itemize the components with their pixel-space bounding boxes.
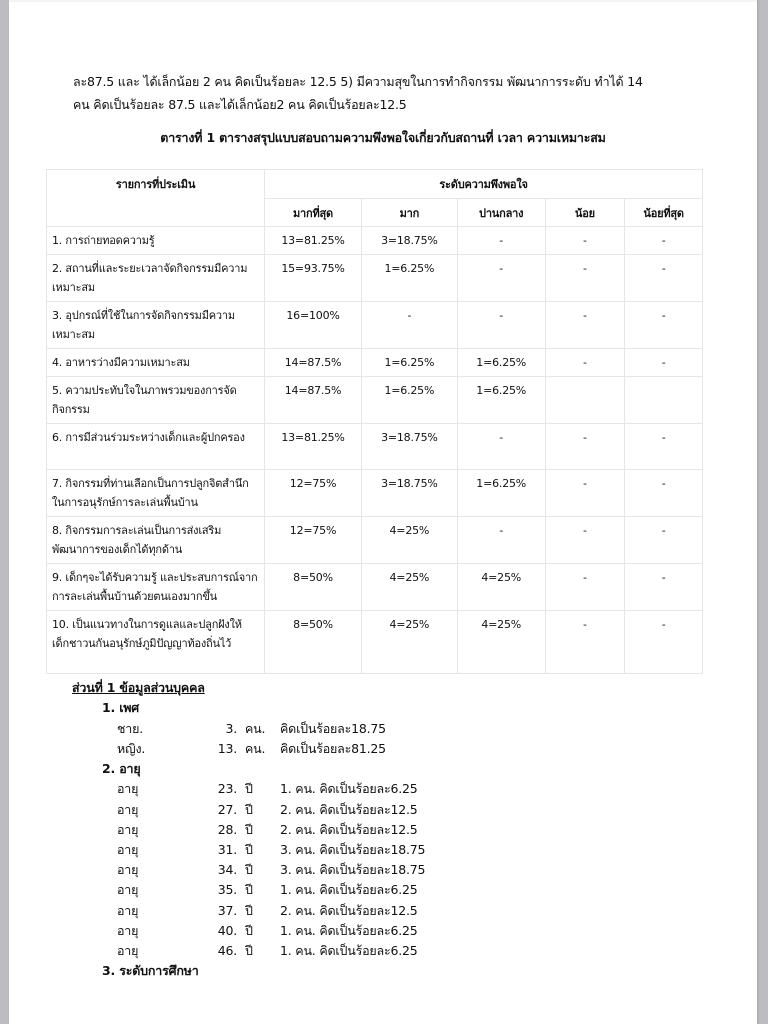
cell-lowest: -: [625, 349, 703, 377]
cell-highest: 12=75%: [265, 517, 362, 564]
cell-low: -: [545, 349, 625, 377]
table-row: [47, 255, 703, 302]
cell-medium: -: [457, 255, 545, 302]
age-label: อายุ: [117, 882, 139, 898]
header-level-medium: ปานกลาง: [457, 199, 545, 227]
cell-lowest: -: [625, 611, 703, 674]
cell-low: -: [545, 517, 625, 564]
cell-high: 4=25%: [361, 517, 457, 564]
gender-label: ชาย.: [117, 720, 144, 736]
intro-line-2: คน คิดเป็นร้อยละ 87.5 และได้เล็กน้อย2 คน คิดเป็นร้อยละ12.5: [73, 97, 407, 112]
cell-high: 1=6.25%: [361, 255, 457, 302]
age-label: อายุ: [117, 902, 139, 918]
age-label: อายุ: [117, 862, 139, 878]
gender-unit: คน.: [245, 720, 266, 736]
age-unit: ปี: [245, 943, 253, 959]
intro-paragraph: [73, 70, 713, 116]
age-label: อายุ: [117, 801, 139, 817]
cell-highest: 16=100%: [265, 302, 362, 349]
cell-highest: 12=75%: [265, 470, 362, 517]
cell-low: -: [545, 470, 625, 517]
age-percent: 2. คน. คิดเป็นร้อยละ12.5: [280, 801, 418, 817]
personal-info-section: [72, 678, 425, 982]
age-row: [117, 820, 425, 840]
cell-low: -: [545, 424, 625, 470]
cell-medium: 4=25%: [457, 611, 545, 674]
gender-percent: คิดเป็นร้อยละ18.75: [280, 720, 386, 736]
gender-percent: คิดเป็นร้อยละ81.25: [280, 740, 386, 756]
age-value: 28.: [217, 821, 237, 837]
age-label: อายุ: [117, 842, 139, 858]
cell-medium: 1=6.25%: [457, 470, 545, 517]
row-item: 10. เป็นแนวทางในการดูแลและปลูกฝังให้เด็กชาวนกันอนุรักษ์ภูมิปัญญาท้องถิ่นไว้: [47, 611, 265, 674]
age-percent: 1. คน. คิดเป็นร้อยละ6.25: [280, 943, 418, 959]
age-label: อายุ: [117, 781, 139, 797]
age-unit: ปี: [245, 882, 253, 898]
age-value: 34.: [217, 862, 237, 878]
age-row: [117, 860, 425, 880]
header-satisfaction-level: ระดับความพึงพอใจ: [265, 170, 703, 199]
cell-low: -: [545, 302, 625, 349]
age-value: 40.: [217, 922, 237, 938]
age-label: อายุ: [117, 922, 139, 938]
cell-high: 1=6.25%: [361, 377, 457, 424]
age-value: 23.: [217, 781, 237, 797]
cell-high: 3=18.75%: [361, 470, 457, 517]
age-unit: ปี: [245, 922, 253, 938]
age-unit: ปี: [245, 842, 253, 858]
age-unit: ปี: [245, 781, 253, 797]
age-value: 27.: [217, 801, 237, 817]
cell-medium: -: [457, 227, 545, 255]
satisfaction-table: [46, 169, 703, 674]
age-row: [117, 880, 425, 900]
cell-lowest: [625, 377, 703, 424]
age-row: [117, 800, 425, 820]
age-percent: 3. คน. คิดเป็นร้อยละ18.75: [280, 842, 426, 858]
row-item: 7. กิจกรรมที่ท่านเลือกเป็นการปลูกจิตสำนึกในการอนุรักษ์การละเล่นพื้นบ้าน: [47, 470, 265, 517]
table-row: [47, 377, 703, 424]
cell-highest: 14=87.5%: [265, 377, 362, 424]
age-row: [117, 941, 425, 961]
cell-high: -: [361, 302, 457, 349]
cell-lowest: -: [625, 255, 703, 302]
table-row: [47, 611, 703, 674]
cell-medium: -: [457, 424, 545, 470]
cell-highest: 8=50%: [265, 611, 362, 674]
age-percent: 3. คน. คิดเป็นร้อยละ18.75: [280, 862, 426, 878]
gender-unit: คน.: [245, 740, 266, 756]
age-percent: 1. คน. คิดเป็นร้อยละ6.25: [280, 781, 418, 797]
row-item: 8. กิจกรรมการละเล่นเป็นการส่งเสริมพัฒนาการของเด็กได้ทุกด้าน: [47, 517, 265, 564]
cell-high: 4=25%: [361, 564, 457, 611]
age-unit: ปี: [245, 821, 253, 837]
age-row: [117, 840, 425, 860]
cell-medium: -: [457, 517, 545, 564]
cell-high: 3=18.75%: [361, 424, 457, 470]
cell-highest: 13=81.25%: [265, 424, 362, 470]
row-item: 1. การถ่ายทอดความรู้: [47, 227, 265, 255]
cell-highest: 8=50%: [265, 564, 362, 611]
gender-count: 3.: [225, 720, 237, 736]
table-row: [47, 470, 703, 517]
cell-lowest: -: [625, 302, 703, 349]
cell-medium: 1=6.25%: [457, 349, 545, 377]
age-unit: ปี: [245, 862, 253, 878]
cell-low: -: [545, 255, 625, 302]
age-heading: 2. อายุ: [102, 760, 141, 776]
row-item: 2. สถานที่และระยะเวลาจัดกิจกรรมมีความเหมาะสม: [47, 255, 265, 302]
gender-label: หญิง.: [117, 740, 146, 756]
cell-lowest: -: [625, 517, 703, 564]
table-row: [47, 517, 703, 564]
cell-medium: 4=25%: [457, 564, 545, 611]
cell-highest: 14=87.5%: [265, 349, 362, 377]
header-item: รายการที่ประเมิน: [47, 170, 265, 227]
cell-lowest: -: [625, 227, 703, 255]
cell-low: -: [545, 611, 625, 674]
intro-line-1: ละ87.5 และ ได้เล็กน้อย 2 คน คิดเป็นร้อยละ 12.5 5) มีความสุขในการทำกิจกรรม พัฒนาการระดับ ทำได้ 14: [73, 74, 643, 89]
gender-row: [117, 719, 425, 739]
age-label: อายุ: [117, 943, 139, 959]
cell-low: [545, 377, 625, 424]
age-value: 31.: [217, 842, 237, 858]
age-percent: 2. คน. คิดเป็นร้อยละ12.5: [280, 821, 418, 837]
cell-low: -: [545, 227, 625, 255]
cell-high: 4=25%: [361, 611, 457, 674]
age-value: 46.: [217, 943, 237, 959]
age-row: [117, 779, 425, 799]
cell-medium: 1=6.25%: [457, 377, 545, 424]
education-heading: 3. ระดับการศึกษา: [102, 963, 199, 979]
row-item: 6. การมีส่วนร่วมระหว่างเด็กและผู้ปกครอง: [47, 424, 265, 470]
table-row: [47, 424, 703, 470]
table-row: [47, 349, 703, 377]
age-percent: 1. คน. คิดเป็นร้อยละ6.25: [280, 922, 418, 938]
age-percent: 2. คน. คิดเป็นร้อยละ12.5: [280, 902, 418, 918]
table-row: [47, 227, 703, 255]
header-level-lowest: น้อยที่สุด: [625, 199, 703, 227]
cell-high: 1=6.25%: [361, 349, 457, 377]
section-title: ส่วนที่ 1 ข้อมูลส่วนบุคคล: [72, 680, 205, 695]
age-row: [117, 921, 425, 941]
row-item: 5. ความประทับใจในภาพรวมของการจัดกิจกรรม: [47, 377, 265, 424]
row-item: 3. อุปกรณ์ที่ใช้ในการจัดกิจกรรมมีความเหมาะสม: [47, 302, 265, 349]
cell-lowest: -: [625, 470, 703, 517]
table-caption: ตารางที่ 1 ตารางสรุปแบบสอบถามความพึงพอใจเกี่ยวกับสถานที่ เวลา ความเหมาะสม: [160, 130, 606, 145]
header-level-highest: มากที่สุด: [265, 199, 362, 227]
cell-lowest: -: [625, 564, 703, 611]
table-row: [47, 564, 703, 611]
age-unit: ปี: [245, 801, 253, 817]
gender-row: [117, 739, 425, 759]
cell-high: 3=18.75%: [361, 227, 457, 255]
age-percent: 1. คน. คิดเป็นร้อยละ6.25: [280, 882, 418, 898]
cell-highest: 15=93.75%: [265, 255, 362, 302]
age-row: [117, 901, 425, 921]
table-row: [47, 302, 703, 349]
page-top-edge: [9, 0, 757, 2]
gender-count: 13.: [217, 740, 237, 756]
age-value: 37.: [217, 902, 237, 918]
row-item: 4. อาหารว่างมีความเหมาะสม: [47, 349, 265, 377]
age-value: 35.: [217, 882, 237, 898]
cell-highest: 13=81.25%: [265, 227, 362, 255]
cell-medium: -: [457, 302, 545, 349]
header-level-low: น้อย: [545, 199, 625, 227]
gender-heading: 1. เพศ: [102, 700, 140, 715]
cell-low: -: [545, 564, 625, 611]
age-label: อายุ: [117, 821, 139, 837]
age-unit: ปี: [245, 902, 253, 918]
header-level-high: มาก: [361, 199, 457, 227]
row-item: 9. เด็กๆจะได้รับความรู้ และประสบการณ์จากการละเล่นพื้นบ้านด้วยตนเองมากขึ้น: [47, 564, 265, 611]
cell-lowest: -: [625, 424, 703, 470]
